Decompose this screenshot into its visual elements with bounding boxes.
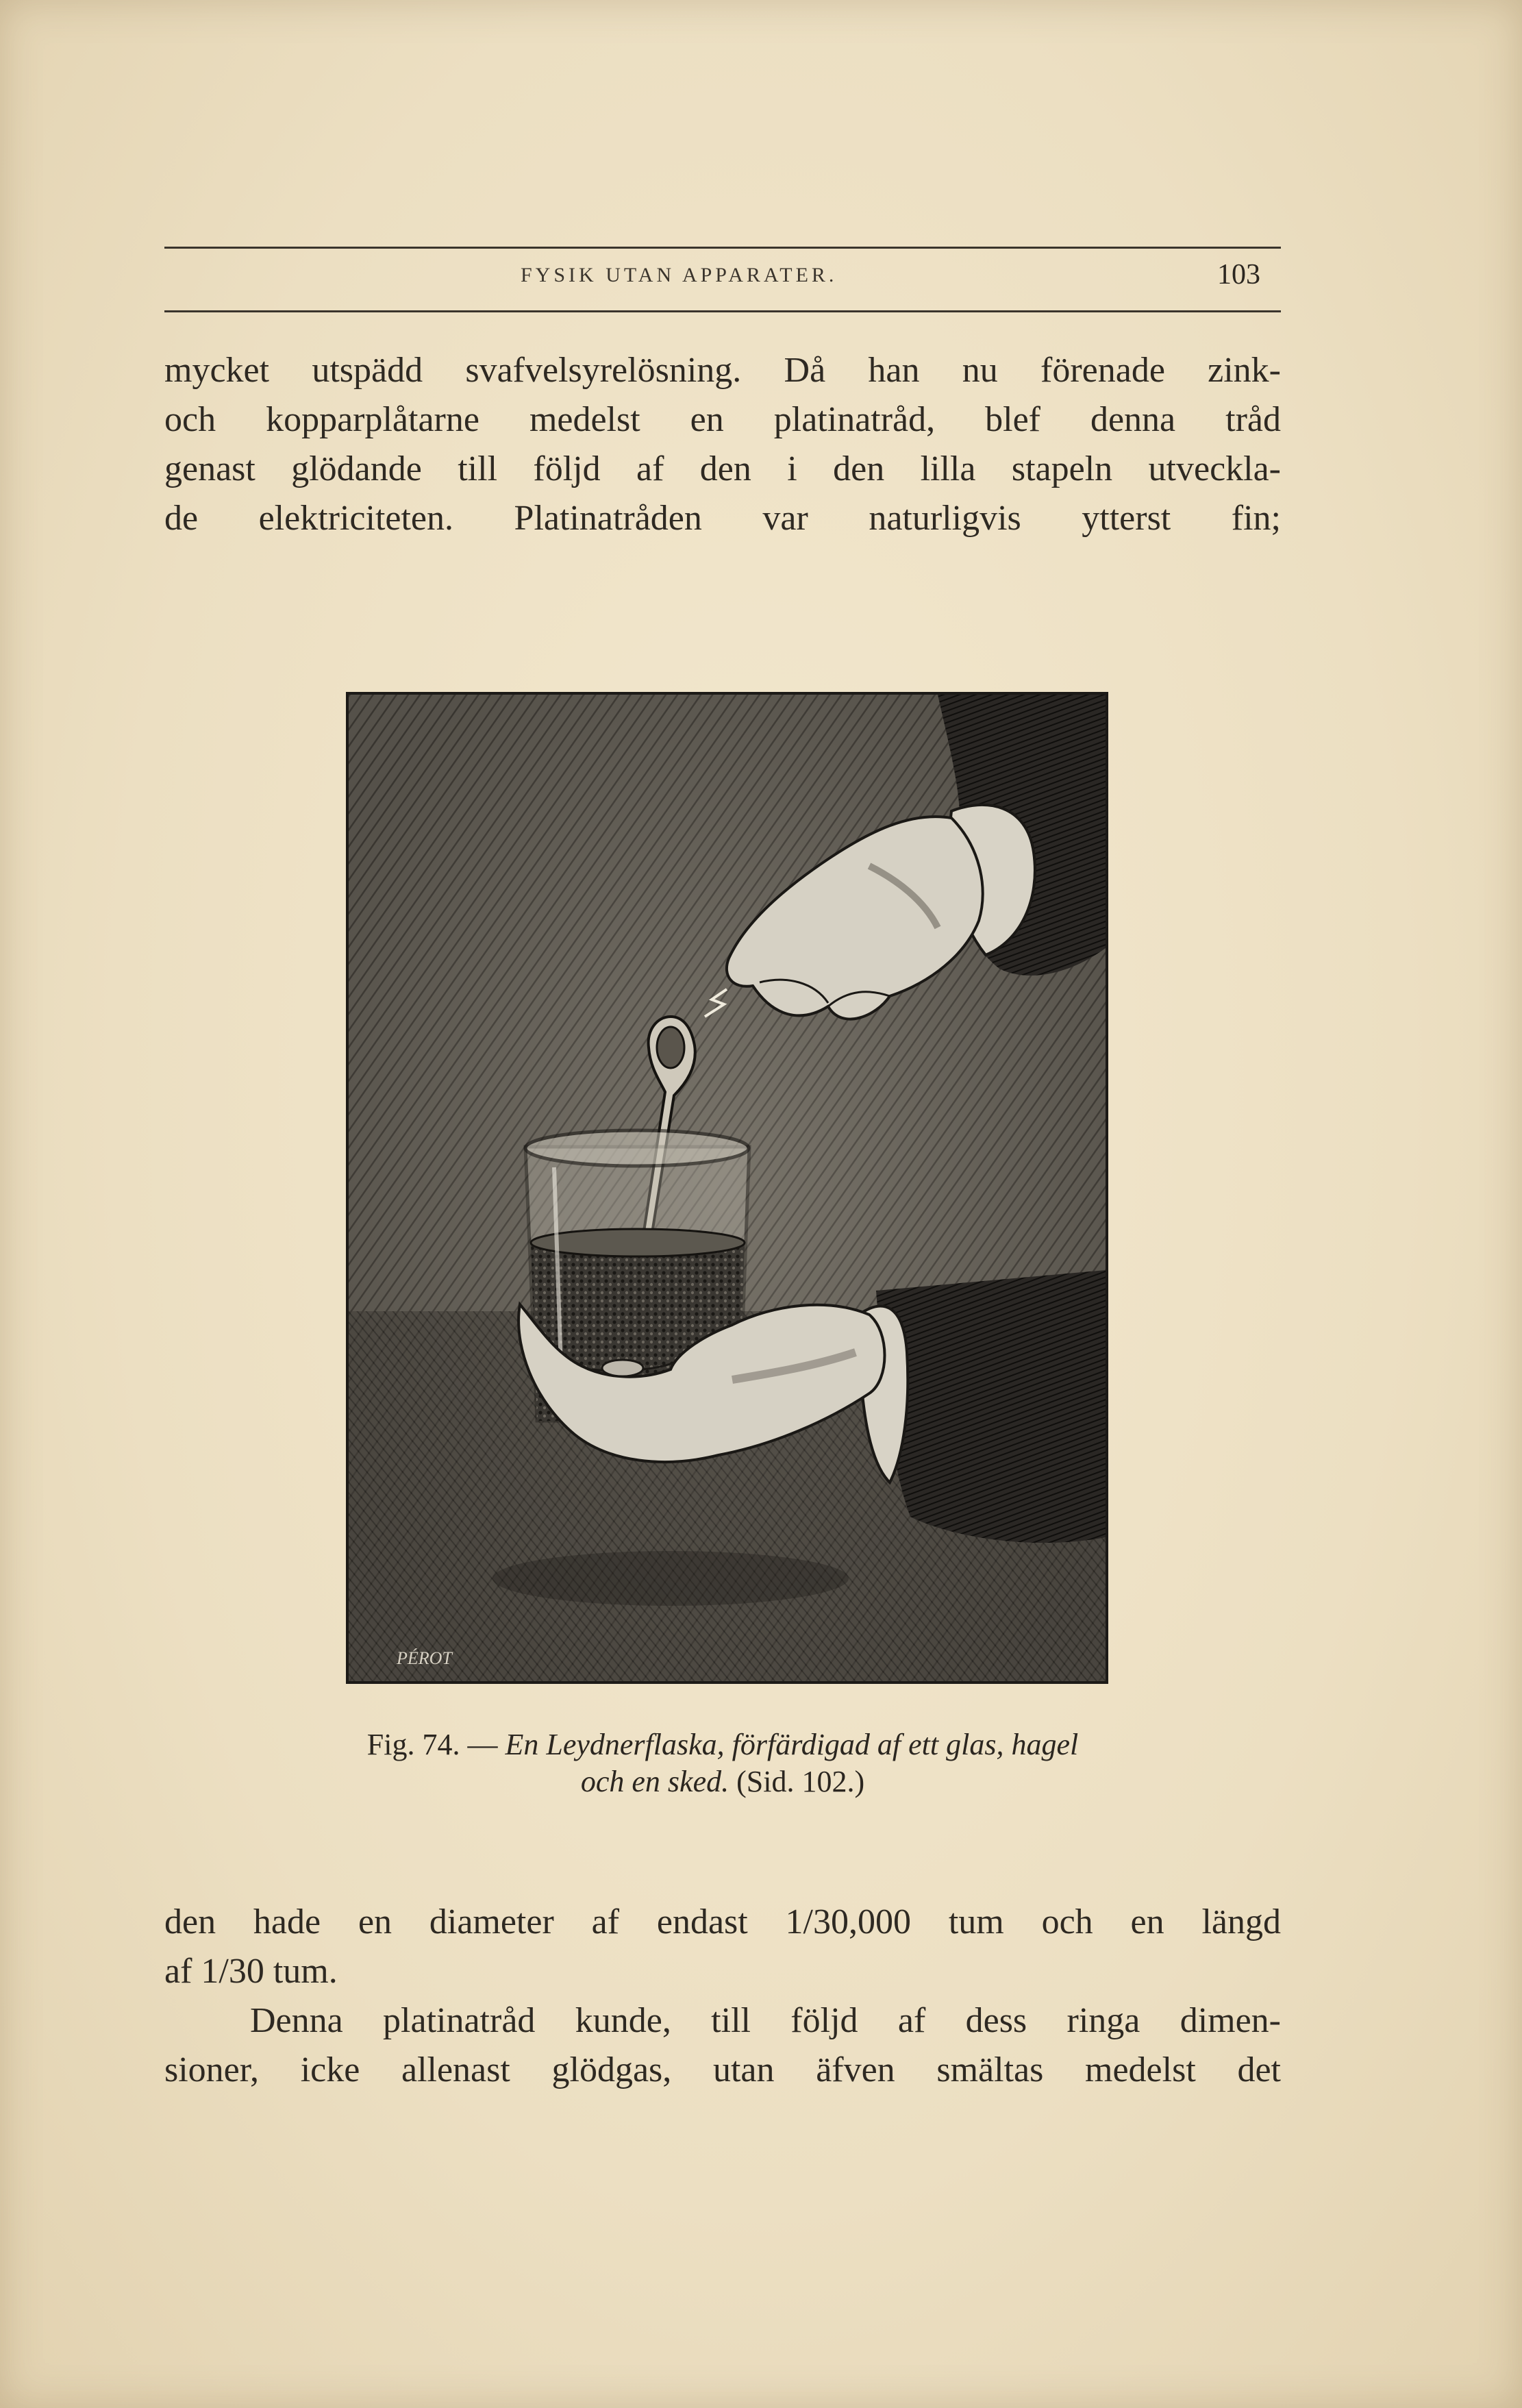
text-line: Denna platinatråd kunde, till följd af dess ringa dimen- [250,2001,1281,2040]
text-line: den hade en diameter af endast 1/30,000 tum och en längd [164,1902,1281,1941]
engraving-figure [346,692,1108,1684]
text-line: af 1/30 tum. [164,1952,338,1991]
caption-figure-number: Fig. 74. — [366,1728,498,1761]
running-title: FYSIK UTAN APPARATER. [521,264,838,286]
text-line: mycket utspädd svafvelsyrelösning. Då han nu förenade zink- [164,351,1281,390]
page-number: 103 [1217,259,1260,290]
caption-title-line2: och en sked. [580,1765,729,1798]
paragraph-last [164,1996,1281,2095]
text-line: de elektriciteten. Platinatråden var naturligvis ytterst fin; [164,499,1281,538]
paragraph-bottom [164,1898,1281,1996]
engraving-illustration [349,695,1106,1681]
paragraph-top [164,346,1281,543]
running-head [164,247,1281,312]
text-line: genast glödande till följd af den i den lilla stapeln utveckla- [164,449,1281,488]
engraver-signature: PÉROT [397,1648,452,1668]
figure-caption [164,1726,1281,1800]
text-line: och kopparplåtarne medelst en platinatråd, blef denna tråd [164,400,1281,439]
caption-title-line1: En Leydnerflaska, förfärdigad af ett glas, hagel [505,1728,1079,1761]
caption-line-1 [164,1726,1281,1763]
text-line: sioner, icke allenast glödgas, utan äfven smältas medelst det [164,2050,1281,2089]
caption-line-2 [164,1763,1281,1800]
caption-reference: (Sid. 102.) [736,1765,865,1798]
